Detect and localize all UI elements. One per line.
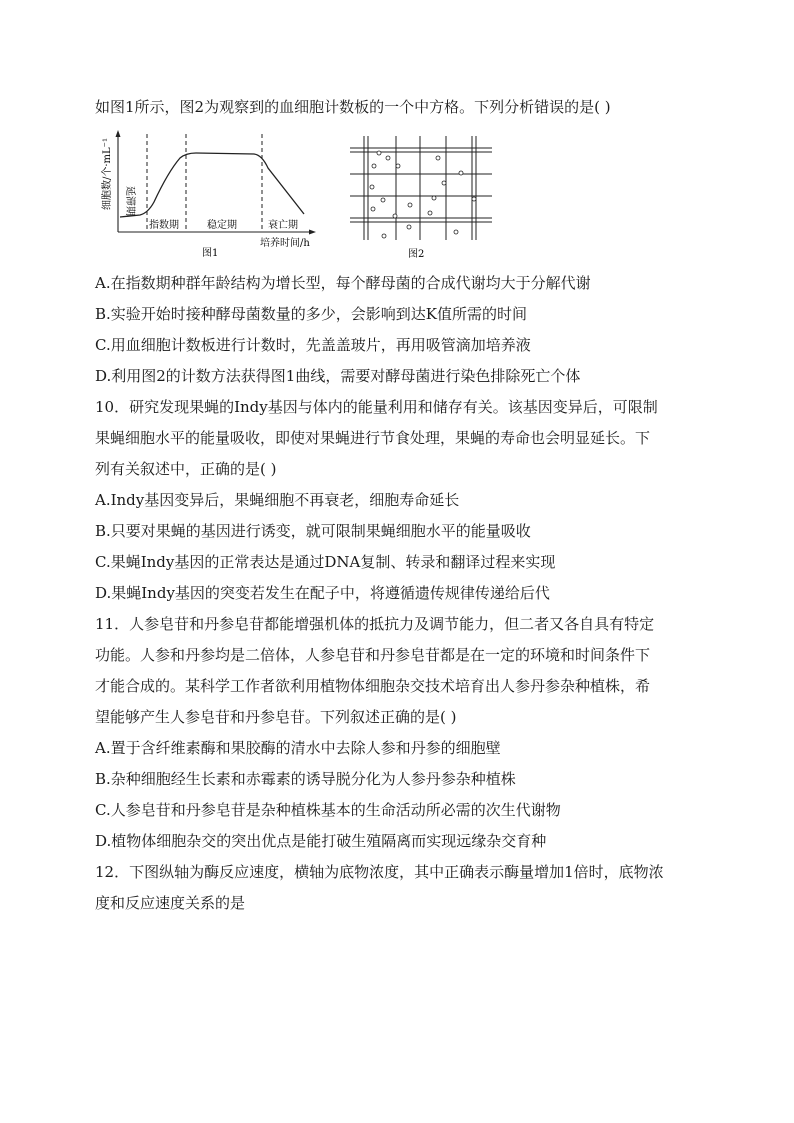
fig1-caption: 图1 (202, 248, 219, 259)
q11-stem-line-4: 望能够产生人参皂苷和丹参皂苷。下列叙述正确的是( ) (95, 708, 457, 726)
q10-stem-line-3: 列有关叙述中，正确的是( ) (95, 460, 277, 478)
q9-option-d: D.利用图2的计数方法获得图1曲线，需要对酵母菌进行染色排除死亡个体 (95, 367, 581, 385)
figure-2-counting-grid (348, 132, 498, 260)
q10-option-d: D.果蝇Indy基因的突变若发生在配子中，将遵循遗传规律传递给后代 (95, 584, 550, 602)
figure-1-growth-curve (96, 128, 326, 263)
q10-option-b: B.只要对果蝇的基因进行诱变，就可限制果蝇细胞水平的能量吸收 (95, 522, 531, 540)
q11-stem-line-2: 功能。人参和丹参均是二倍体，人参皂苷和丹参皂苷都是在一定的环境和时间条件下 (95, 646, 651, 664)
q10-stem-line-2: 果蝇细胞水平的能量吸收，即使对果蝇进行节食处理，果蝇的寿命也会明显延长。下 (95, 429, 651, 447)
fig1-lag-phase: 延滞期 (124, 186, 135, 216)
q12-stem-line-1: 12．下图纵轴为酶反应速度，横轴为底物浓度，其中正确表示酶量增加1倍时，底物浓 (95, 863, 664, 881)
q10-stem-line-1: 10．研究发现果蝇的Indy基因与体内的能量利用和储存有关。该基因变异后，可限制 (95, 398, 658, 416)
fig1-xlabel: 培养时间/h (260, 238, 310, 249)
q11-option-c: C.人参皂苷和丹参皂苷是杂种植株基本的生命活动所必需的次生代谢物 (95, 801, 561, 819)
q11-stem-line-1: 11．人参皂苷和丹参皂苷都能增强机体的抵抗力及调节能力，但二者又各自具有特定 (95, 615, 655, 633)
fig1-ylabel: 细胞数/个·mL⁻¹ (102, 138, 113, 210)
q9-option-a: A.在指数期种群年龄结构为增长型，每个酵母菌的合成代谢均大于分解代谢 (95, 274, 591, 292)
fig1-decline-phase: 衰亡期 (268, 220, 298, 231)
intro-line: 如图1所示，图2为观察到的血细胞计数板的一个中方格。下列分析错误的是( ) (95, 98, 611, 116)
q9-option-c: C.用血细胞计数板进行计数时，先盖盖玻片，再用吸管滴加培养液 (95, 336, 531, 354)
fig1-stable-phase: 稳定期 (207, 220, 237, 231)
fig1-log-phase: 指数期 (149, 220, 179, 231)
q9-option-b: B.实验开始时接种酵母菌数量的多少，会影响到达K值所需的时间 (95, 305, 527, 323)
q12-stem-line-2: 度和反应速度关系的是 (95, 894, 246, 912)
q11-option-b: B.杂种细胞经生长素和赤霉素的诱导脱分化为人参丹参杂种植株 (95, 770, 516, 788)
q11-option-a: A.置于含纤维素酶和果胶酶的清水中去除人参和丹参的细胞壁 (95, 739, 501, 757)
q10-option-a: A.Indy基因变异后，果蝇细胞不再衰老，细胞寿命延长 (95, 491, 460, 509)
q11-stem-line-3: 才能合成的。某科学工作者欲利用植物体细胞杂交技术培育出人参丹参杂种植株，希 (95, 677, 651, 695)
fig2-caption: 图2 (408, 249, 425, 260)
q10-option-c: C.果蝇Indy基因的正常表达是通过DNA复制、转录和翻译过程来实现 (95, 553, 556, 571)
q11-option-d: D.植物体细胞杂交的突出优点是能打破生殖隔离而实现远缘杂交育种 (95, 832, 547, 850)
